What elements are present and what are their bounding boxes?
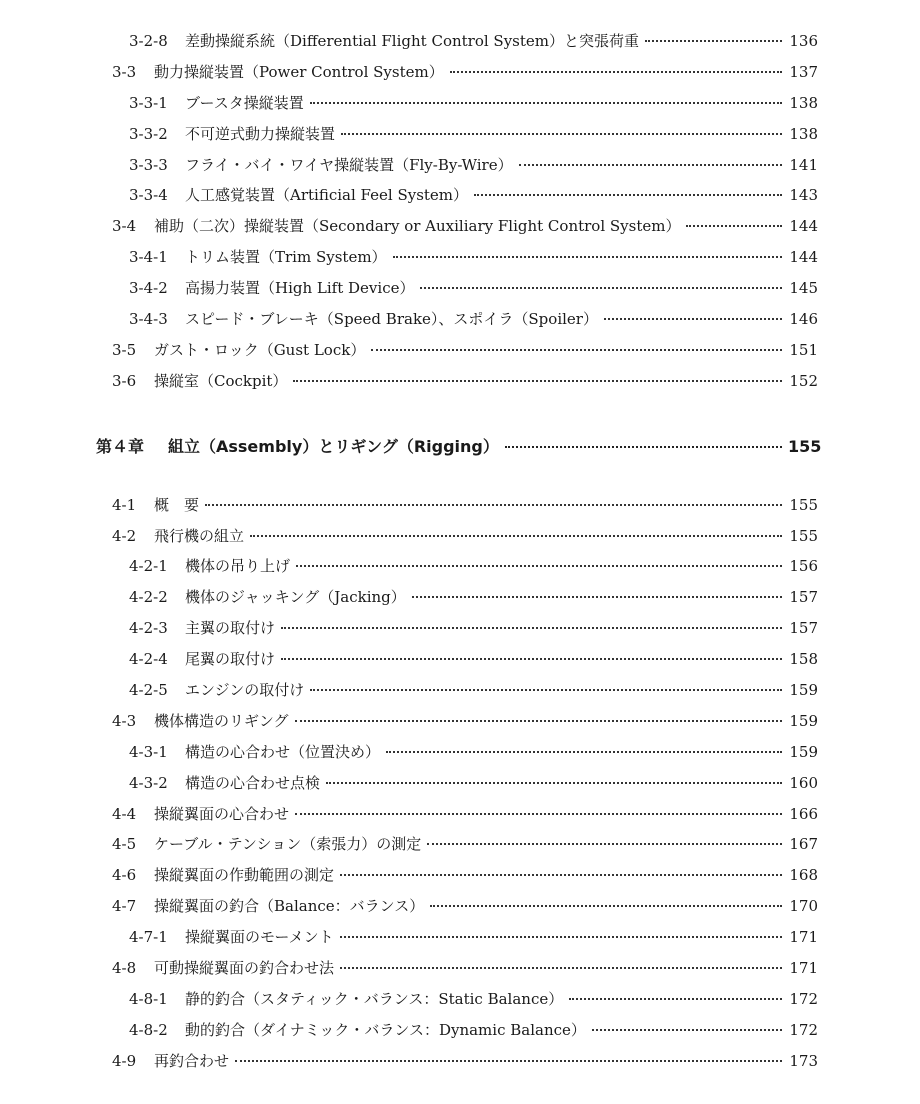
table-of-contents xyxy=(0,30,920,1081)
chapter-number: 第４章 xyxy=(96,436,145,456)
section-title: 機体構造のリギング xyxy=(154,711,289,730)
section-number: 4-7-1 xyxy=(129,928,168,947)
section-number: 4-8 xyxy=(112,959,137,978)
section-number: 4-1 xyxy=(112,495,137,514)
toc-entry[interactable] xyxy=(0,586,920,617)
section-number: 3-4-3 xyxy=(129,310,168,329)
section-title: フライ・バイ・ワイヤ操縦装置（Fly-By-Wire） xyxy=(185,155,513,174)
section-number: 4-2-5 xyxy=(129,681,168,700)
page-number: 155 xyxy=(789,495,818,514)
toc-entry[interactable] xyxy=(0,679,920,710)
section-number: 3-4 xyxy=(112,217,137,236)
leader-dots xyxy=(310,689,782,691)
section-number: 4-6 xyxy=(112,866,137,885)
section-title: 構造の心合わせ点検 xyxy=(185,773,321,792)
toc-entry[interactable] xyxy=(0,555,920,586)
leader-dots xyxy=(505,446,782,448)
leader-dots xyxy=(474,194,782,196)
leader-dots xyxy=(420,287,782,289)
toc-entry[interactable] xyxy=(0,123,920,154)
page-number: 145 xyxy=(789,279,818,298)
section-title: 主翼の取付け xyxy=(185,619,276,638)
page-number: 170 xyxy=(789,897,818,916)
toc-entry[interactable] xyxy=(0,895,920,926)
toc-entry[interactable] xyxy=(0,339,920,370)
section-number: 3-3-4 xyxy=(129,186,168,205)
section-title: 人工感覚装置（Artificial Feel System） xyxy=(185,186,469,205)
leader-dots xyxy=(295,720,782,722)
section-title: 機体のジャッキング（Jacking） xyxy=(185,588,406,607)
toc-entry[interactable] xyxy=(0,772,920,803)
page-number: 144 xyxy=(789,248,818,267)
page-number: 152 xyxy=(789,371,818,390)
page-number: 171 xyxy=(789,928,818,947)
leader-dots xyxy=(371,349,782,351)
leader-dots xyxy=(569,998,782,1000)
section-title: 機体の吊り上げ xyxy=(185,557,291,576)
section-number: 4-2-2 xyxy=(129,588,168,607)
toc-entry[interactable] xyxy=(0,1019,920,1050)
section-title: 補助（二次）操縦装置（Secondary or Auxiliary Flight Control System） xyxy=(154,217,681,236)
section-title: ケーブル・テンション（索張力）の測定 xyxy=(154,835,422,854)
toc-entry[interactable] xyxy=(0,30,920,61)
page-number: 172 xyxy=(789,1020,818,1039)
section-number: 4-3 xyxy=(112,711,137,730)
page-number: 138 xyxy=(789,93,818,112)
leader-dots xyxy=(393,256,782,258)
leader-dots xyxy=(412,596,782,598)
leader-dots xyxy=(427,843,782,845)
page-number: 155 xyxy=(789,526,818,545)
section-number: 3-2-8 xyxy=(129,32,168,50)
section-title: エンジンの取付け xyxy=(185,681,305,700)
section-number: 4-8-2 xyxy=(129,1020,168,1039)
toc-entry[interactable] xyxy=(0,926,920,957)
section-number: 3-3-3 xyxy=(129,155,168,174)
page-number: 138 xyxy=(789,124,818,143)
section-title: 操縦翼面の作動範囲の測定 xyxy=(154,866,335,885)
page-number: 136 xyxy=(789,32,818,50)
page-number: 151 xyxy=(789,340,818,359)
section-title: 操縦室（Cockpit） xyxy=(154,371,288,390)
section-number: 4-5 xyxy=(112,835,137,854)
page-number: 159 xyxy=(789,711,818,730)
section-title: ガスト・ロック（Gust Lock） xyxy=(154,340,366,359)
section-title: 飛行機の組立 xyxy=(154,526,245,545)
section-title: 再釣合わせ xyxy=(154,1051,230,1070)
toc-entry[interactable] xyxy=(0,494,920,525)
section-number: 3-4-1 xyxy=(129,248,168,267)
section-number: 4-3-2 xyxy=(129,773,168,792)
section-title: スピード・ブレーキ（Speed Brake）、スポイラ（Spoiler） xyxy=(185,310,598,329)
leader-dots xyxy=(592,1029,782,1031)
page-number: 137 xyxy=(789,62,818,81)
section-number: 4-3-1 xyxy=(129,742,168,761)
leader-dots xyxy=(686,225,782,227)
leader-dots xyxy=(604,318,782,320)
section-number: 3-3-1 xyxy=(129,93,168,112)
section-number: 4-2 xyxy=(112,526,137,545)
leader-dots xyxy=(340,967,782,969)
page-number: 143 xyxy=(789,186,818,205)
leader-dots xyxy=(450,71,782,73)
chapter-page-number: 155 xyxy=(788,436,822,456)
page-number: 157 xyxy=(789,588,818,607)
section-title: 静的釣合（スタティック・バランス：Static Balance） xyxy=(185,989,564,1008)
section-number: 4-2-3 xyxy=(129,619,168,638)
toc-entry[interactable] xyxy=(0,833,920,864)
section-number: 3-4-2 xyxy=(129,279,168,298)
leader-dots xyxy=(386,751,782,753)
toc-entry[interactable] xyxy=(0,864,920,895)
leader-dots xyxy=(341,133,782,135)
toc-entry[interactable] xyxy=(0,988,920,1019)
section-title: 構造の心合わせ（位置決め） xyxy=(185,742,381,761)
section-title: 操縦翼面のモーメント xyxy=(185,928,334,947)
leader-dots xyxy=(340,874,782,876)
leader-dots xyxy=(281,658,782,660)
page-number: 146 xyxy=(789,310,818,329)
section-title: ブースタ操縦装置 xyxy=(185,93,304,112)
section-title: 概 要 xyxy=(154,495,200,514)
section-title: 高揚力装置（High Lift Device） xyxy=(185,279,415,298)
toc-entry[interactable] xyxy=(0,215,920,246)
toc-entry[interactable] xyxy=(0,617,920,648)
leader-dots xyxy=(326,782,782,784)
section-title: 尾翼の取付け xyxy=(185,650,276,669)
section-number: 3-5 xyxy=(112,340,137,359)
leader-dots xyxy=(235,1060,782,1062)
leader-dots xyxy=(310,102,782,104)
toc-entry[interactable] xyxy=(0,648,920,679)
leader-dots xyxy=(296,565,782,567)
toc-entry[interactable] xyxy=(0,525,920,556)
section-title: 不可逆式動力操縦装置 xyxy=(185,124,336,143)
page-number: 168 xyxy=(789,866,818,885)
section-number: 4-2-4 xyxy=(129,650,168,669)
toc-entry[interactable] xyxy=(0,370,920,401)
toc-entry[interactable] xyxy=(0,1050,920,1081)
chapter-heading[interactable] xyxy=(0,434,920,464)
leader-dots xyxy=(519,164,782,166)
page-number: 141 xyxy=(789,155,818,174)
page-number: 171 xyxy=(789,959,818,978)
toc-entry[interactable] xyxy=(0,277,920,308)
section-title: トリム装置（Trim System） xyxy=(185,248,387,267)
section-title: 動力操縦装置（Power Control System） xyxy=(154,62,444,81)
section-number: 4-7 xyxy=(112,897,137,916)
toc-entry[interactable] xyxy=(0,957,920,988)
page-number: 166 xyxy=(789,804,818,823)
page-number: 159 xyxy=(789,742,818,761)
page-number: 157 xyxy=(789,619,818,638)
section-title: 操縦翼面の心合わせ xyxy=(154,804,290,823)
toc-entry[interactable] xyxy=(0,308,920,339)
leader-dots xyxy=(340,936,782,938)
leader-dots xyxy=(281,627,782,629)
section-number: 4-2-1 xyxy=(129,557,168,576)
leader-dots xyxy=(293,380,782,382)
page-number: 172 xyxy=(789,989,818,1008)
toc-entry[interactable] xyxy=(0,184,920,215)
chapter-title: 組立（Assembly）とリギング（Rigging） xyxy=(168,436,499,456)
leader-dots xyxy=(250,535,782,537)
toc-entry[interactable] xyxy=(0,246,920,277)
section-number: 3-6 xyxy=(112,371,137,390)
leader-dots xyxy=(295,813,782,815)
toc-entry[interactable] xyxy=(0,710,920,741)
page-number: 167 xyxy=(789,835,818,854)
leader-dots xyxy=(645,40,782,42)
toc-entry[interactable] xyxy=(0,92,920,123)
section-title: 差動操縦系統（Differential Flight Control System）と突張荷重 xyxy=(185,32,640,50)
section-number: 4-4 xyxy=(112,804,137,823)
section-title: 操縦翼面の釣合（Balance：バランス） xyxy=(154,897,425,916)
section-number: 3-3-2 xyxy=(129,124,168,143)
section-number: 4-8-1 xyxy=(129,989,168,1008)
section-title: 動的釣合（ダイナミック・バランス：Dynamic Balance） xyxy=(185,1020,586,1039)
page-number: 144 xyxy=(789,217,818,236)
leader-dots xyxy=(205,504,782,506)
page-number: 159 xyxy=(789,681,818,700)
toc-entry[interactable] xyxy=(0,61,920,92)
page-number: 156 xyxy=(789,557,818,576)
toc-entry[interactable] xyxy=(0,803,920,834)
section-title: 可動操縦翼面の釣合わせ法 xyxy=(154,959,335,978)
page-number: 160 xyxy=(789,773,818,792)
page-number: 173 xyxy=(789,1051,818,1070)
section-number: 3-3 xyxy=(112,62,137,81)
page-number: 158 xyxy=(789,650,818,669)
leader-dots xyxy=(430,905,782,907)
toc-entry[interactable] xyxy=(0,154,920,185)
toc-entry[interactable] xyxy=(0,741,920,772)
section-number: 4-9 xyxy=(112,1051,137,1070)
